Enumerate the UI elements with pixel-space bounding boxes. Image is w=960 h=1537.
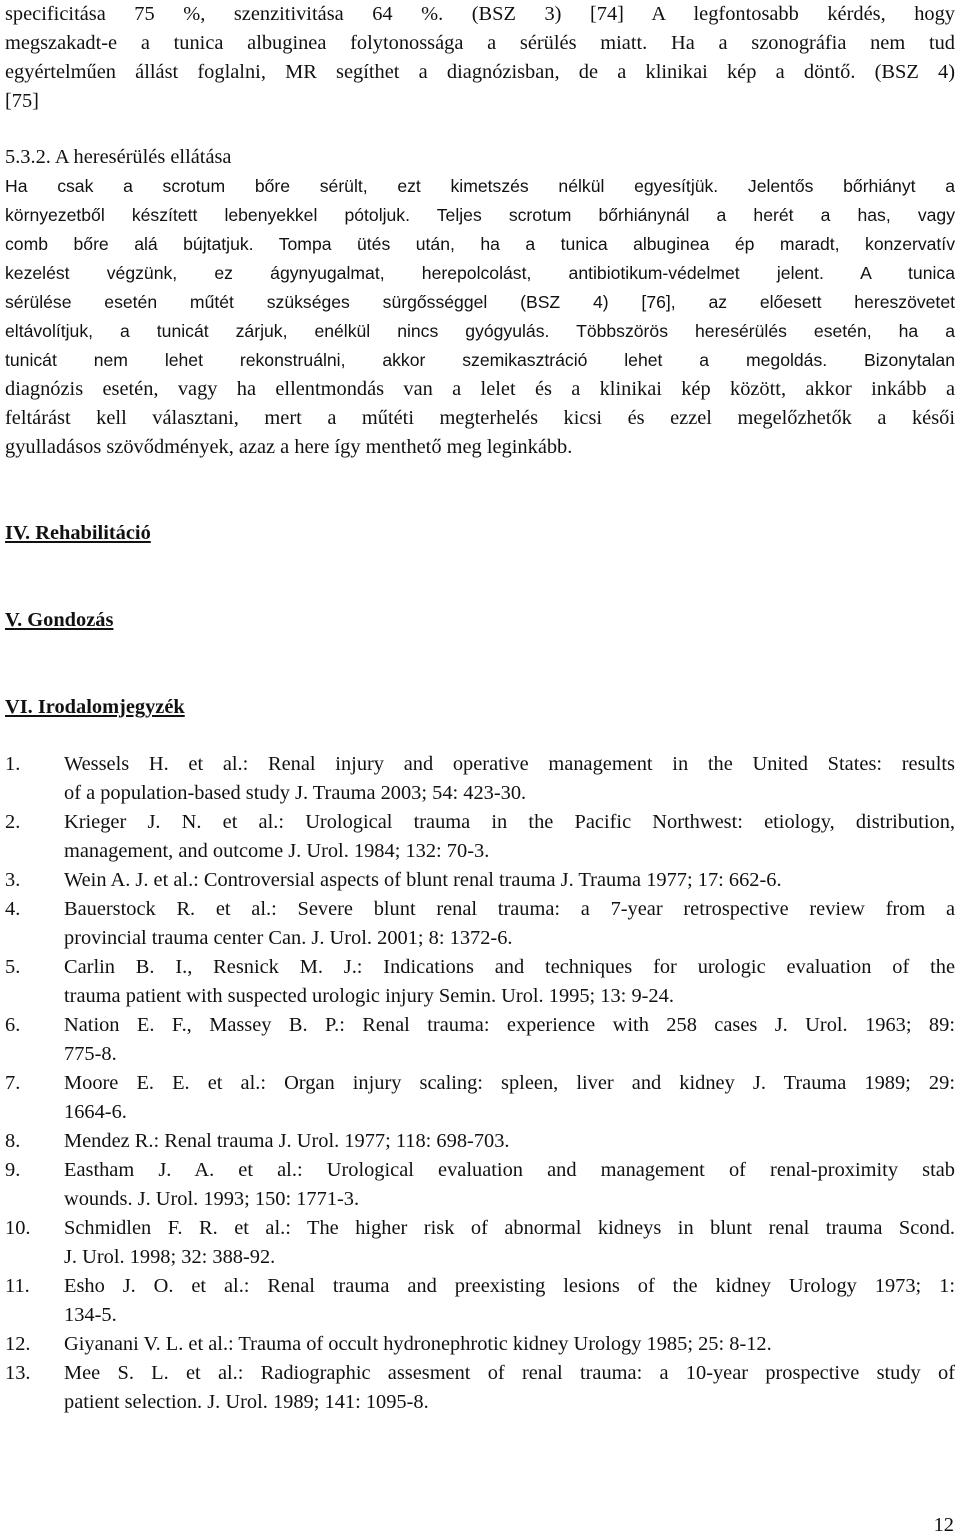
reference-line: Wessels H. et al.: Renal injury and operative management in the United States: results xyxy=(64,753,955,775)
reference-number: 6. xyxy=(5,1014,21,1036)
reference-line: Bauerstock R. et al.: Severe blunt renal trauma: a 7-year retrospective review from a xyxy=(64,898,955,920)
reference-item xyxy=(5,808,955,866)
reference-line: J. Urol. 1998; 32: 388-92. xyxy=(64,1246,276,1268)
reference-text xyxy=(64,1069,955,1127)
reference-item xyxy=(5,1214,955,1272)
text-line: eltávolítjuk, a tunicát zárjuk, enélkül nincs gyógyulás. Többszörös heresérülés esetén, ha a xyxy=(5,321,955,341)
text-line: kezelést végzünk, ez ágynyugalmat, herepolcolást, antibiotikum-védelmet jelent. A tunica xyxy=(5,263,955,283)
reference-item xyxy=(5,1156,955,1214)
reference-text xyxy=(64,1156,955,1214)
reference-text xyxy=(64,1011,955,1069)
reference-line: Giyanani V. L. et al.: Trauma of occult hydronephrotic kidney Urology 1985; 25: 8-12. xyxy=(64,1333,772,1355)
reference-line: management, and outcome J. Urol. 1984; 132: 70-3. xyxy=(64,840,490,862)
reference-item xyxy=(5,895,955,953)
reference-line: Mendez R.: Renal trauma J. Urol. 1977; 118: 698-703. xyxy=(64,1130,510,1152)
text-line: feltárást kell választani, mert a műtéti megterhelés kicsi és ezzel megelőzhetők a késői xyxy=(5,407,955,429)
text-line: gyulladásos szövődmények, azaz a here így menthető meg leginkább. xyxy=(5,436,573,458)
reference-item xyxy=(5,1330,955,1359)
reference-item xyxy=(5,866,955,895)
reference-number: 2. xyxy=(5,811,21,833)
reference-line: 1664-6. xyxy=(64,1101,127,1123)
reference-number: 1. xyxy=(5,753,21,775)
reference-item xyxy=(5,953,955,1011)
heading-care: V. Gondozás xyxy=(5,609,114,631)
reference-number: 4. xyxy=(5,898,21,920)
reference-number: 12. xyxy=(5,1333,31,1355)
reference-text xyxy=(64,1272,955,1330)
heading-rehabilitation: IV. Rehabilitáció xyxy=(5,522,151,544)
reference-number: 5. xyxy=(5,956,21,978)
reference-line: patient selection. J. Urol. 1989; 141: 1095-8. xyxy=(64,1391,429,1413)
reference-line: Nation E. F., Massey B. P.: Renal trauma: experience with 258 cases J. Urol. 1963; 89: xyxy=(64,1014,955,1036)
text-line: környezetből készített lebenyekkel pótoljuk. Teljes scrotum bőrhiánynál a herét a has, vagy xyxy=(5,205,955,225)
reference-line: 134-5. xyxy=(64,1304,117,1326)
reference-text xyxy=(64,1359,955,1417)
reference-number: 13. xyxy=(5,1362,31,1384)
reference-number: 10. xyxy=(5,1217,31,1239)
reference-number: 8. xyxy=(5,1130,21,1152)
reference-item xyxy=(5,1011,955,1069)
reference-line: Krieger J. N. et al.: Urological trauma in the Pacific Northwest: etiology, distribution, xyxy=(64,811,955,833)
reference-item xyxy=(5,1069,955,1127)
reference-line: Schmidlen F. R. et al.: The higher risk of abnormal kidneys in blunt renal trauma Scond. xyxy=(64,1217,955,1239)
reference-line: of a population-based study J. Trauma 2003; 54: 423-30. xyxy=(64,782,527,804)
reference-text xyxy=(64,808,955,866)
reference-line: 775-8. xyxy=(64,1043,117,1065)
reference-item xyxy=(5,1272,955,1330)
text-line: comb bőre alá bújtatjuk. Tompa ütés után, ha a tunica albuginea ép maradt, konzervatív xyxy=(5,234,955,254)
text-line: Ha csak a scrotum bőre sérült, ezt kimetszés nélkül egyesítjük. Jelentős bőrhiányt a xyxy=(5,176,955,196)
text-line: diagnózis esetén, vagy ha ellentmondás van a lelet és a klinikai kép között, akkor inkább a xyxy=(5,378,955,400)
reference-list xyxy=(5,750,955,1417)
text-line: specificitása 75 %, szenzitivitása 64 %. (BSZ 3) [74] A legfontosabb kérdés, hogy xyxy=(5,3,955,25)
text-line: megszakadt-e a tunica albuginea folytonossága a sérülés miatt. Ha a szonográfia nem tud xyxy=(5,32,955,54)
reference-text xyxy=(64,895,955,953)
reference-line: provincial trauma center Can. J. Urol. 2001; 8: 1372-6. xyxy=(64,927,513,949)
reference-line: Carlin B. I., Resnick M. J.: Indications and techniques for urologic evaluation of the xyxy=(64,956,955,978)
section-title: 5.3.2. A heresérülés ellátása xyxy=(5,146,232,168)
reference-line: Esho J. O. et al.: Renal trauma and preexisting lesions of the kidney Urology 1973; 1: xyxy=(64,1275,955,1297)
page-number: 12 xyxy=(933,1514,954,1536)
reference-line: Wein A. J. et al.: Controversial aspects of blunt renal trauma J. Trauma 1977; 17: 662-6. xyxy=(64,869,782,891)
reference-text xyxy=(64,953,955,1011)
reference-text xyxy=(64,1330,955,1359)
reference-text xyxy=(64,1214,955,1272)
reference-number: 7. xyxy=(5,1072,21,1094)
reference-text xyxy=(64,750,955,808)
reference-line: Mee S. L. et al.: Radiographic assesment of renal trauma: a 10-year prospective study of xyxy=(64,1362,955,1384)
text-line: tunicát nem lehet rekonstruálni, akkor szemikasztráció lehet a megoldás. Bizonytalan xyxy=(5,350,955,370)
reference-line: Moore E. E. et al.: Organ injury scaling: spleen, liver and kidney J. Trauma 1989; 29: xyxy=(64,1072,955,1094)
heading-references: VI. Irodalomjegyzék xyxy=(5,696,185,718)
reference-number: 9. xyxy=(5,1159,21,1181)
text-line: sérülése esetén műtét szükséges sürgősséggel (BSZ 4) [76], az előesett hereszövetet xyxy=(5,292,955,312)
text-line: [75] xyxy=(5,90,39,112)
reference-number: 3. xyxy=(5,869,21,891)
reference-line: trauma patient with suspected urologic injury Semin. Urol. 1995; 13: 9-24. xyxy=(64,985,674,1007)
text-line: egyértelműen állást foglalni, MR segíthet a diagnózisban, de a klinikai kép a döntő. (BSZ 4) xyxy=(5,61,955,83)
reference-text xyxy=(64,1127,955,1156)
reference-text xyxy=(64,866,955,895)
reference-item xyxy=(5,750,955,808)
reference-number: 11. xyxy=(5,1275,30,1297)
reference-item xyxy=(5,1359,955,1417)
reference-line: wounds. J. Urol. 1993; 150: 1771-3. xyxy=(64,1188,360,1210)
reference-line: Eastham J. A. et al.: Urological evaluation and management of renal-proximity stab xyxy=(64,1159,955,1181)
reference-item xyxy=(5,1127,955,1156)
